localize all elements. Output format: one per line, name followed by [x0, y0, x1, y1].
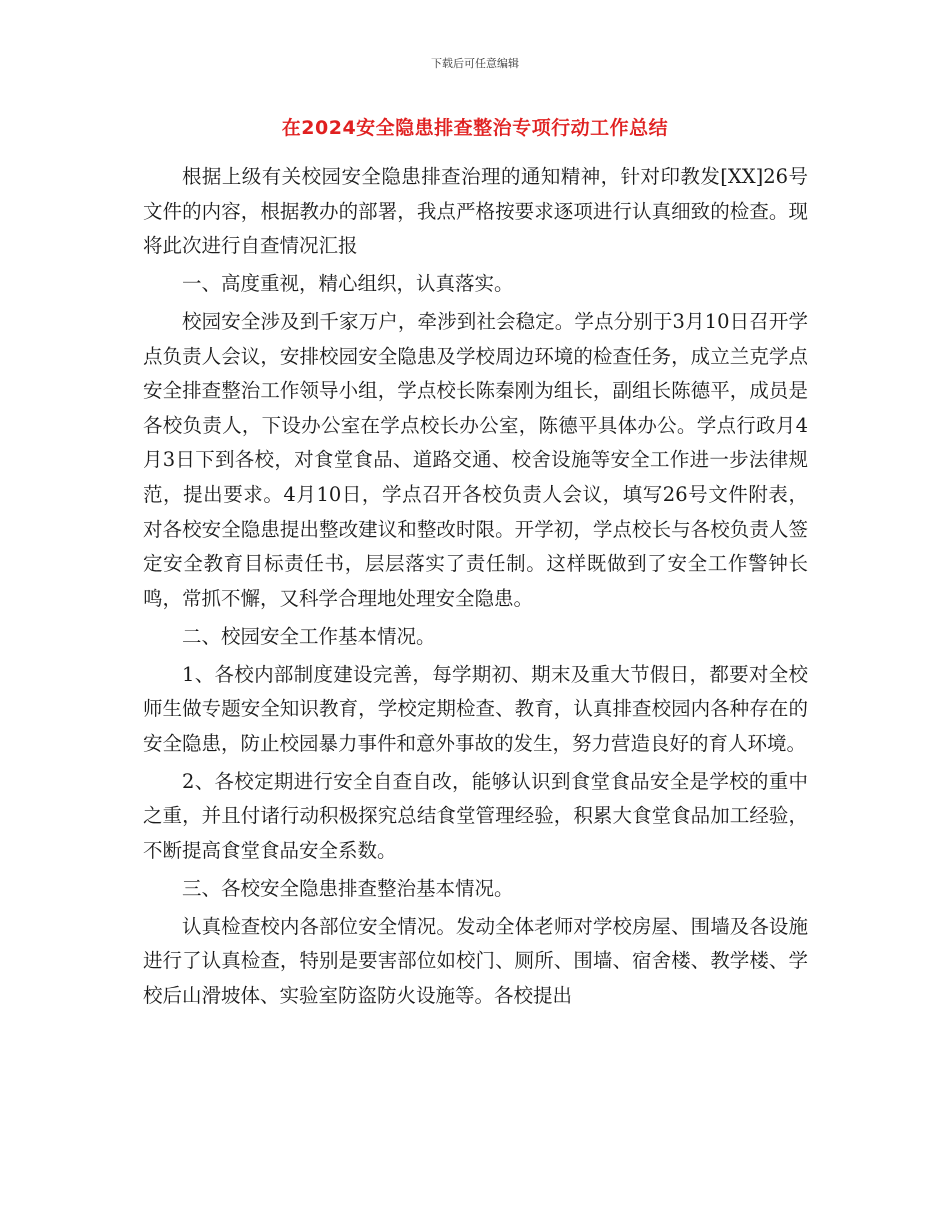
section-heading-2: 二、校园安全工作基本情况。	[182, 624, 436, 648]
paragraph-section-3: 认真检查校内各部位安全情况。发动全体老师对学校房屋、围墙及各设施进行了认真检查，特别是要害部位如校门、厕所、围墙、宿舍楼、教学楼、学校后山滑坡体、实验室防盗防火设施等。各校提出	[143, 914, 808, 1007]
section-heading-3: 三、各校安全隐患排查整治基本情况。	[182, 876, 514, 900]
document-title: 在2024安全隐患排查整治专项行动工作总结	[281, 117, 669, 139]
paragraph-item-2: 2、各校定期进行安全自查自改，能够认识到食堂食品安全是学校的重中之重，并且付诸行动积极探究总结食堂管理经验，积累大食堂食品加工经验，不断提高食堂食品安全系数。	[143, 769, 808, 862]
paragraph-section-1: 校园安全涉及到千家万户，牵涉到社会稳定。学点分别于3月10日召开学点负责人会议，安排校园安全隐患及学校周边环境的检查任务，成立兰克学点安全排查整治工作领导小组，学点校长陈秦刚为组长，副组长陈德平，成员是各校负责人，下设办公室在学点校长办公室，陈德平具体办公。学点行政月4月3日下到各校，对食堂食品、道路交通、校舍设施等安全工作进一步法律规范，提出要求。4月10日，学点召开各校负责人会议，填写26号文件附表，对各校安全隐患提出整改建议和整改时限。开学初，学点校长与各校负责人签定安全教育目标责任书，层层落实了责任制。这样既做到了安全工作警钟长鸣，常抓不懈，又科学合理地处理安全隐患。	[143, 309, 808, 610]
paragraph-item-1: 1、各校内部制度建设完善，每学期初、期末及重大节假日，都要对全校师生做专题安全知识教育，学校定期检查、教育，认真排查校园内各种存在的安全隐患，防止校园暴力事件和意外事故的发生，努力营造良好的育人环境。	[143, 662, 808, 755]
section-heading-1: 一、高度重视，精心组织，认真落实。	[182, 272, 514, 296]
document-body	[143, 160, 808, 1017]
page-header-note: 下载后可任意编辑	[431, 57, 519, 70]
paragraph-intro: 根据上级有关校园安全隐患排查治理的通知精神，针对印教发[XX]26号文件的内容，根据教办的部署，我点严格按要求逐项进行认真细致的检查。现将此次进行自查情况汇报	[143, 165, 808, 258]
